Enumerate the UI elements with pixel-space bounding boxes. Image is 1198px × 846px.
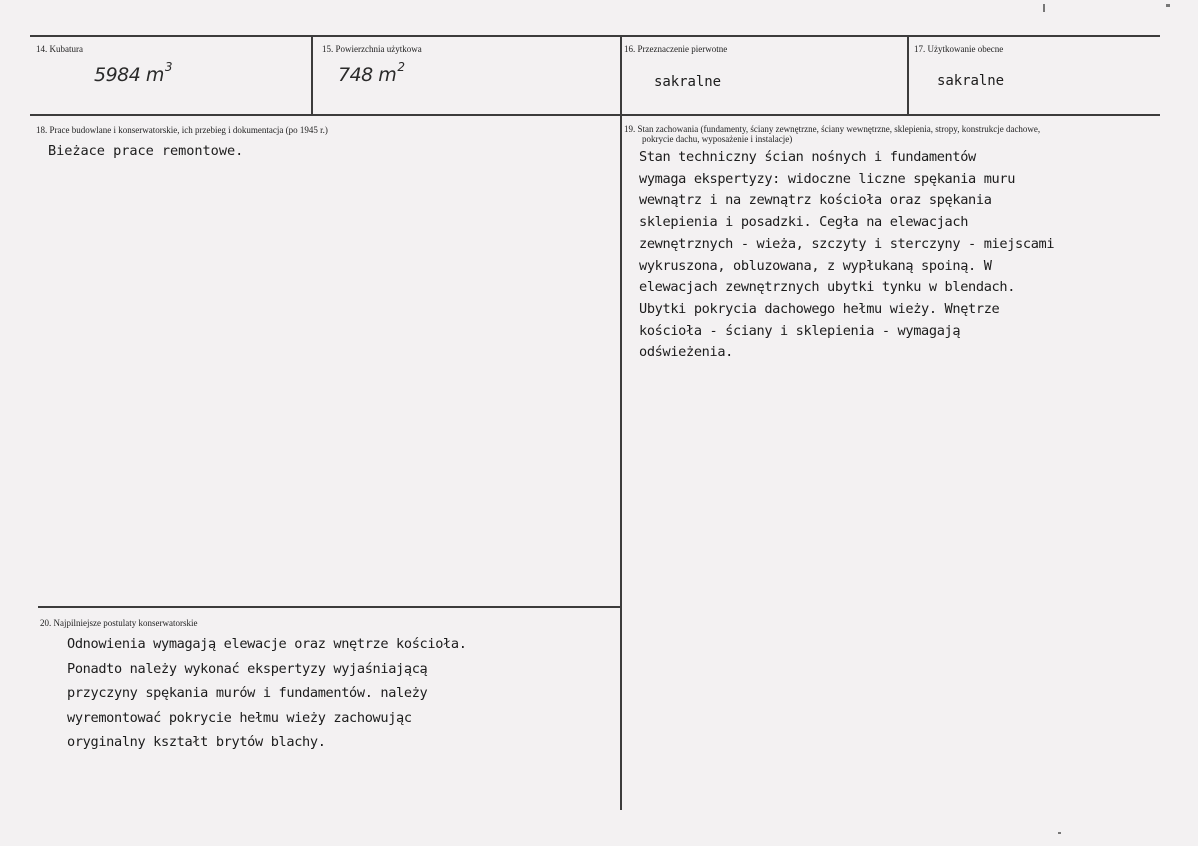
field-20-line: Odnowienia wymagają elewacje oraz wnętrze kościoła. — [67, 636, 467, 652]
field-15-value-text: 748 m — [338, 64, 397, 86]
scan-speck — [1166, 4, 1170, 7]
field-20-line: przyczyny spękania murów i fundamentów. należy — [67, 685, 428, 701]
field-18-value: Bieżace prace remontowe. — [48, 143, 244, 159]
section20-top-rule — [38, 606, 622, 608]
field-19-line: wewnątrz i na zewnątrz kościoła oraz spękania — [639, 192, 992, 209]
field-19-line: wymaga ekspertyzy: widoczne liczne spękania muru — [639, 170, 1016, 187]
field-19-line: Ubytki pokrycia dachowego hełmu wieży. Wnętrze — [639, 300, 1000, 317]
field-19-label-line-1: 19. Stan zachowania (fundamenty, ściany zewnętrzne, ściany wewnętrzne, sklepienia, stropy, konstrukcje dachowe, — [624, 124, 1041, 134]
field-17-label: 17. Użytkowanie obecne — [914, 44, 1004, 54]
field-19-line: sklepienia i posadzki. Cegła na elewacjach — [639, 214, 969, 231]
field-19-line: odświeżenia. — [639, 344, 734, 361]
field-19-label-line-2: pokrycie dachu, wyposażenie i instalacje) — [642, 134, 793, 144]
scan-speck — [1043, 4, 1045, 12]
divider-14-15 — [311, 35, 313, 116]
field-19-line: wykruszona, obluzowana, z wypłukaną spoiną. W — [639, 257, 992, 274]
field-19-line: zewnętrznych - wieża, szczyty i sterczyny - miejscami — [639, 235, 1055, 252]
field-20-line: Ponadto należy wykonać ekspertyzy wyjaśniającą — [67, 660, 428, 677]
field-19-line: Stan techniczny ścian nośnych i fundamentów — [639, 149, 976, 165]
field-16-value: sakralne — [654, 74, 722, 90]
field-14-label: 14. Kubatura — [36, 44, 83, 54]
field-20-line: oryginalny kształt brytów blachy. — [67, 734, 326, 750]
top-rule — [30, 35, 1160, 37]
field-14-value — [94, 60, 172, 86]
header-row-rule — [30, 114, 1160, 116]
field-19-label — [624, 124, 1040, 144]
field-15-unit-exponent: 2 — [397, 60, 405, 74]
field-19-text — [639, 147, 1054, 364]
field-15-value — [338, 60, 404, 86]
scan-speck — [1058, 832, 1061, 834]
field-17-value: sakralne — [937, 73, 1005, 89]
field-16-label: 16. Przeznaczenie pierwotne — [624, 44, 728, 54]
field-20-line: wyremontować pokrycie hełmu wieży zachowując — [67, 709, 412, 726]
field-19-line: kościoła - ściany i sklepienia - wymagają — [639, 322, 961, 339]
field-15-label: 15. Powierzchnia użytkowa — [322, 44, 422, 54]
field-18-label: 18. Prace budowlane i konserwatorskie, ich przebieg i dokumentacja (po 1945 r.) — [36, 125, 328, 135]
field-19-line: elewacjach zewnętrznych ubytki tynku w blendach. — [639, 279, 1016, 296]
field-14-unit-exponent: 3 — [164, 60, 173, 74]
field-20-text — [67, 632, 467, 755]
field-14-value-text: 5984 m — [94, 64, 164, 86]
divider-center — [620, 35, 622, 810]
field-20-label: 20. Najpilniejsze postulaty konserwatorskie — [40, 618, 198, 628]
divider-16-17 — [907, 35, 909, 116]
